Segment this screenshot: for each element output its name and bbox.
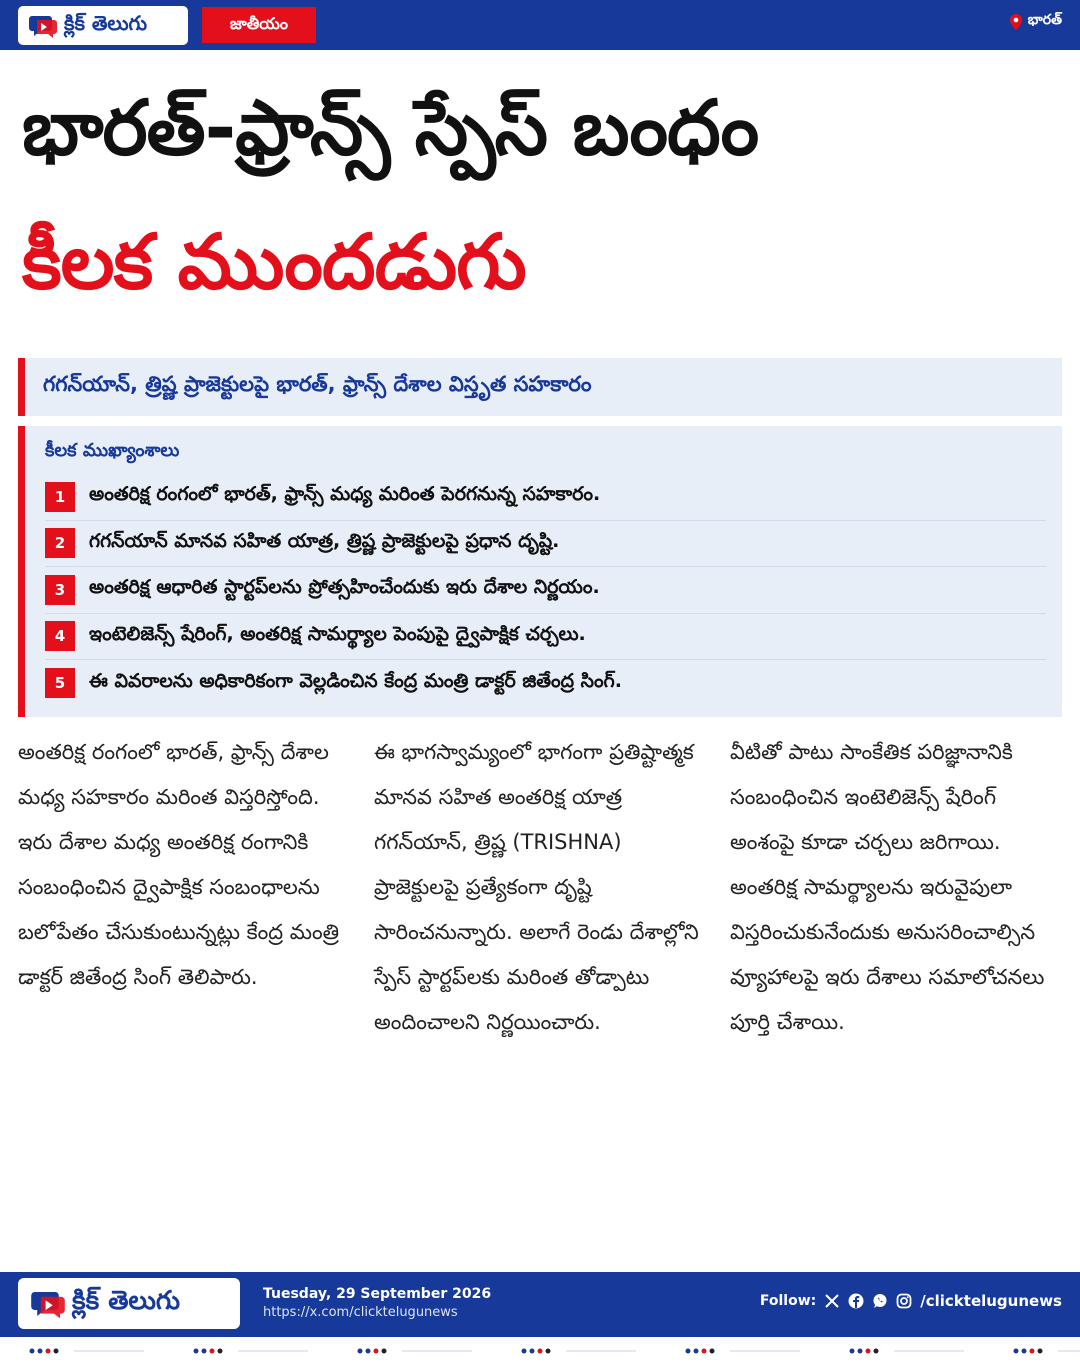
decorative-line — [74, 1350, 144, 1352]
chat-bubble-icon — [30, 1288, 66, 1320]
highlight-text: ఈ వివరాలను అధికారికంగా వెల్లడించిన కేంద్ర మంత్రి డాక్టర్ జితేంద్ర సింగ్. — [89, 669, 622, 692]
location-tag — [1010, 12, 1062, 31]
decorative-line — [566, 1350, 636, 1352]
body-column-3: వీటితో పాటు సాంకేతిక పరిజ్ఞానానికి సంబంధించిన ఇంటెలిజెన్స్ షేరింగ్ అంశంపై కూడా చర్చలు జరిగాయి. అంతరిక్ష సామర్థ్యాలను ఇరువైపులా విస్తరించుకునేందుకు అనుసరించాల్సిన వ్యూహాలపై ఇరు దేశాలు సమాలోచనలు పూర్తి చేశాయి. — [730, 740, 1045, 1034]
decorative-line — [238, 1350, 308, 1352]
decorative-dot — [1014, 1349, 1019, 1354]
decorative-dot — [218, 1349, 223, 1354]
decorative-dot — [866, 1349, 871, 1354]
decorative-line — [894, 1350, 964, 1352]
highlight-item — [45, 474, 1046, 521]
body-column-2: ఈ భాగస్వామ్యంలో భాగంగా ప్రతిష్టాత్మక మానవ సహిత అంతరిక్ష యాత్ర గగన్‌యాన్, త్రిష్ణ (TRISHNA) ప్రాజెక్టులపై ప్రత్యేకంగా దృష్టి సారించనున్నారు. అలాగే రెండు దేశాల్లోని స్పేస్ స్టార్టప్‌లకు మరింత తోడ్పాటు అందించాలని నిర్ణయించారు. — [374, 740, 699, 1034]
location-label: భారత్ — [1027, 12, 1062, 28]
subtitle-text: గగన్‌యాన్, త్రిష్ణ ప్రాజెక్టులపై భారత్, ఫ్రాన్స్ దేశాల విస్తృత సహకారం — [43, 372, 592, 396]
footer-brand-logo[interactable] — [18, 1278, 240, 1329]
decorative-dot — [382, 1349, 387, 1354]
decorative-dots — [0, 1344, 1080, 1358]
highlight-item — [45, 614, 1046, 661]
facebook-icon[interactable] — [848, 1293, 864, 1309]
decorative-dot — [522, 1349, 527, 1354]
headline-line-1: భారత్-ఫ్రాన్స్ స్పేస్ బంధం — [22, 83, 759, 172]
decorative-dot — [710, 1349, 715, 1354]
highlights-box — [18, 426, 1062, 717]
x-icon[interactable] — [824, 1293, 840, 1309]
decorative-dot — [194, 1349, 199, 1354]
decorative-dot — [46, 1349, 51, 1354]
decorative-dot — [210, 1349, 215, 1354]
highlights-list — [45, 474, 1046, 707]
decorative-dot — [54, 1349, 59, 1354]
decorative-dot — [686, 1349, 691, 1354]
decorative-dot — [850, 1349, 855, 1354]
decorative-dot — [38, 1349, 43, 1354]
decorative-dot — [30, 1349, 35, 1354]
headline-line-2: కీలక ముందడుగు — [22, 217, 526, 306]
number-badge: 2 — [45, 528, 75, 558]
number-badge: 5 — [45, 668, 75, 698]
decorative-dot — [858, 1349, 863, 1354]
decorative-dot — [358, 1349, 363, 1354]
highlight-item — [45, 567, 1046, 614]
decorative-dot — [202, 1349, 207, 1354]
social-handle[interactable]: /clicktelugunews — [920, 1292, 1062, 1310]
publish-date: Tuesday, 29 September 2026 — [263, 1286, 492, 1302]
highlight-item — [45, 521, 1046, 568]
number-badge: 3 — [45, 575, 75, 605]
decorative-line — [1058, 1350, 1080, 1352]
highlight-text: గగన్‌యాన్ మానవ సహిత యాత్ర, త్రిష్ణ ప్రాజెక్టులపై ప్రధాన దృష్టి. — [89, 529, 560, 552]
decorative-dot — [538, 1349, 543, 1354]
decorative-dot — [530, 1349, 535, 1354]
number-badge: 4 — [45, 621, 75, 651]
decorative-dot — [694, 1349, 699, 1354]
follow-section — [760, 1292, 1062, 1310]
decorative-dot — [874, 1349, 879, 1354]
decorative-dot — [374, 1349, 379, 1354]
body-column-1: అంతరిక్ష రంగంలో భారత్, ఫ్రాన్స్ దేశాల మధ్య సహకారం మరింత విస్తరిస్తోంది. ఇరు దేశాల మధ్య అంతరిక్ష రంగానికి సంబంధించిన ద్వైపాక్షిక సంబంధాలను బలోపేతం చేసుకుంటున్నట్లు కేంద్ర మంత్రి డాక్టర్ జితేంద్ర సింగ్ తెలిపారు. — [18, 740, 340, 989]
article-body — [18, 730, 1062, 1045]
chat-bubble-icon — [28, 13, 58, 39]
category-badge[interactable]: జాతీయం — [202, 7, 316, 43]
brand-name: క్లిక్ తెలుగు — [64, 11, 148, 35]
decorative-dot — [546, 1349, 551, 1354]
highlights-title: కీలక ముఖ్యాంశాలు — [45, 440, 180, 461]
decorative-line — [402, 1350, 472, 1352]
brand-logo[interactable] — [18, 6, 188, 45]
decorative-dot — [1030, 1349, 1035, 1354]
footer-brand-name: క్లిక్ తెలుగు — [72, 1285, 181, 1316]
highlight-text: అంతరిక్ష రంగంలో భారత్, ఫ్రాన్స్ మధ్య మరింత పెరగనున్న సహకారం. — [89, 483, 601, 506]
whatsapp-icon[interactable] — [872, 1293, 888, 1309]
highlight-text: అంతరిక్ష ఆధారిత స్టార్టప్‌లను ప్రోత్సహించేందుకు ఇరు దేశాల నిర్ణయం. — [89, 576, 600, 599]
decorative-line — [730, 1350, 800, 1352]
map-pin-icon — [1010, 14, 1022, 30]
decorative-dot — [366, 1349, 371, 1354]
subtitle-strip — [18, 358, 1062, 416]
footer-bar — [0, 1272, 1080, 1337]
number-badge: 1 — [45, 482, 75, 512]
headline — [22, 83, 1062, 306]
top-bar — [0, 0, 1080, 50]
source-url[interactable]: https://x.com/clicktelugunews — [263, 1305, 458, 1320]
decorative-dot — [702, 1349, 707, 1354]
follow-label: Follow: — [759, 1293, 817, 1309]
highlight-item — [45, 660, 1046, 707]
decorative-dot — [1038, 1349, 1043, 1354]
highlight-text: ఇంటెలిజెన్స్ షేరింగ్, అంతరిక్ష సామర్థ్యాల పెంపుపై ద్వైపాక్షిక చర్చలు. — [89, 622, 586, 645]
decorative-dot — [1022, 1349, 1027, 1354]
instagram-icon[interactable] — [896, 1293, 912, 1309]
